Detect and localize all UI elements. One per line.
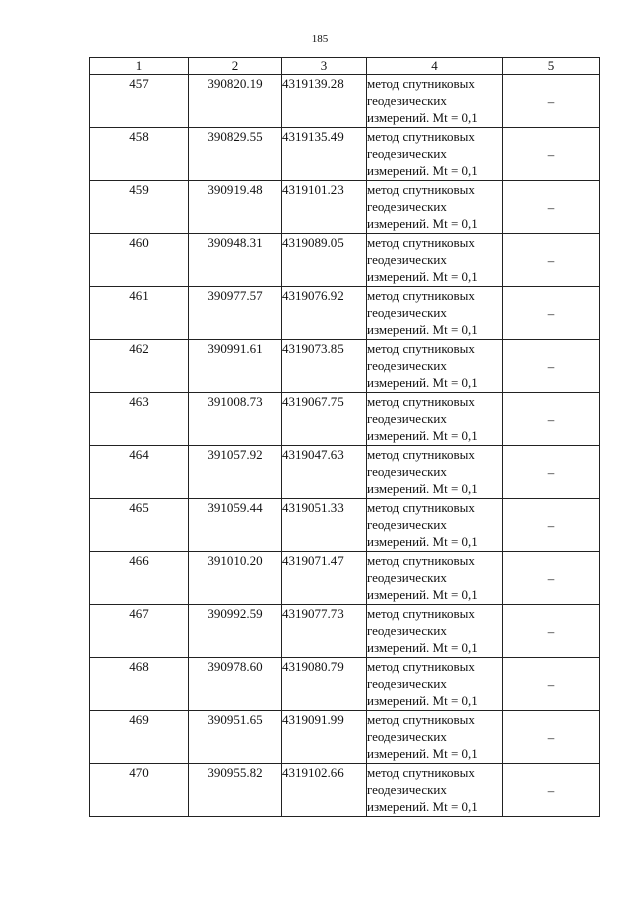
x-coordinate-cell: 391010.20 xyxy=(189,552,282,605)
table-row xyxy=(90,128,600,181)
y-coordinate-cell: 4319047.63 xyxy=(282,446,367,499)
method-line: измерений. Mt = 0,1 xyxy=(367,693,478,708)
method-line: измерений. Mt = 0,1 xyxy=(367,322,478,337)
method-line: геодезических xyxy=(367,517,447,532)
point-number-cell: 464 xyxy=(90,446,189,499)
table-row xyxy=(90,499,600,552)
method-line: измерений. Mt = 0,1 xyxy=(367,269,478,284)
method-line: измерений. Mt = 0,1 xyxy=(367,640,478,655)
point-number-cell: 459 xyxy=(90,181,189,234)
method-line: геодезических xyxy=(367,676,447,691)
x-coordinate-cell: 390919.48 xyxy=(189,181,282,234)
method-line: измерений. Mt = 0,1 xyxy=(367,163,478,178)
x-coordinate-cell: 390948.31 xyxy=(189,234,282,287)
table-row xyxy=(90,181,600,234)
x-coordinate-cell: 390977.57 xyxy=(189,287,282,340)
point-number-cell: 467 xyxy=(90,605,189,658)
method-cell xyxy=(367,75,503,128)
note-cell: – xyxy=(503,393,600,446)
point-number-cell: 465 xyxy=(90,499,189,552)
coordinates-table xyxy=(89,57,600,817)
method-cell xyxy=(367,393,503,446)
table-row xyxy=(90,234,600,287)
y-coordinate-cell: 4319091.99 xyxy=(282,711,367,764)
note-cell: – xyxy=(503,128,600,181)
column-header: 3 xyxy=(282,58,367,75)
method-line: метод спутниковых xyxy=(367,394,475,409)
y-coordinate-cell: 4319089.05 xyxy=(282,234,367,287)
table-row xyxy=(90,75,600,128)
point-number-cell: 469 xyxy=(90,711,189,764)
method-line: геодезических xyxy=(367,411,447,426)
table-row xyxy=(90,605,600,658)
note-cell: – xyxy=(503,446,600,499)
method-line: измерений. Mt = 0,1 xyxy=(367,746,478,761)
note-cell: – xyxy=(503,605,600,658)
y-coordinate-cell: 4319051.33 xyxy=(282,499,367,552)
note-cell: – xyxy=(503,764,600,817)
method-line: измерений. Mt = 0,1 xyxy=(367,481,478,496)
point-number-cell: 463 xyxy=(90,393,189,446)
method-line: метод спутниковых xyxy=(367,765,475,780)
x-coordinate-cell: 390978.60 xyxy=(189,658,282,711)
method-line: метод спутниковых xyxy=(367,129,475,144)
y-coordinate-cell: 4319073.85 xyxy=(282,340,367,393)
y-coordinate-cell: 4319102.66 xyxy=(282,764,367,817)
table-row xyxy=(90,287,600,340)
method-line: метод спутниковых xyxy=(367,76,475,91)
method-cell xyxy=(367,658,503,711)
method-line: измерений. Mt = 0,1 xyxy=(367,375,478,390)
note-cell: – xyxy=(503,75,600,128)
method-cell xyxy=(367,499,503,552)
method-line: измерений. Mt = 0,1 xyxy=(367,799,478,814)
method-cell xyxy=(367,234,503,287)
method-line: метод спутниковых xyxy=(367,288,475,303)
method-cell xyxy=(367,181,503,234)
method-line: измерений. Mt = 0,1 xyxy=(367,216,478,231)
method-line: метод спутниковых xyxy=(367,182,475,197)
method-line: геодезических xyxy=(367,464,447,479)
method-cell xyxy=(367,340,503,393)
point-number-cell: 462 xyxy=(90,340,189,393)
method-line: метод спутниковых xyxy=(367,500,475,515)
method-cell xyxy=(367,552,503,605)
table-row xyxy=(90,658,600,711)
method-line: геодезических xyxy=(367,623,447,638)
method-line: метод спутниковых xyxy=(367,235,475,250)
y-coordinate-cell: 4319135.49 xyxy=(282,128,367,181)
note-cell: – xyxy=(503,552,600,605)
method-cell xyxy=(367,446,503,499)
note-cell: – xyxy=(503,658,600,711)
method-line: геодезических xyxy=(367,729,447,744)
method-cell xyxy=(367,287,503,340)
x-coordinate-cell: 390829.55 xyxy=(189,128,282,181)
method-line: метод спутниковых xyxy=(367,606,475,621)
method-line: измерений. Mt = 0,1 xyxy=(367,534,478,549)
table-row xyxy=(90,393,600,446)
table-row xyxy=(90,446,600,499)
note-cell: – xyxy=(503,499,600,552)
note-cell: – xyxy=(503,711,600,764)
x-coordinate-cell: 391008.73 xyxy=(189,393,282,446)
y-coordinate-cell: 4319076.92 xyxy=(282,287,367,340)
table-body xyxy=(90,58,600,817)
point-number-cell: 468 xyxy=(90,658,189,711)
method-line: измерений. Mt = 0,1 xyxy=(367,428,478,443)
method-cell xyxy=(367,711,503,764)
note-cell: – xyxy=(503,340,600,393)
y-coordinate-cell: 4319101.23 xyxy=(282,181,367,234)
point-number-cell: 457 xyxy=(90,75,189,128)
y-coordinate-cell: 4319071.47 xyxy=(282,552,367,605)
note-cell: – xyxy=(503,181,600,234)
method-line: геодезических xyxy=(367,252,447,267)
point-number-cell: 461 xyxy=(90,287,189,340)
column-header: 1 xyxy=(90,58,189,75)
method-line: геодезических xyxy=(367,93,447,108)
method-line: геодезических xyxy=(367,782,447,797)
method-cell xyxy=(367,128,503,181)
table-row xyxy=(90,711,600,764)
column-header: 2 xyxy=(189,58,282,75)
method-line: метод спутниковых xyxy=(367,341,475,356)
method-line: метод спутниковых xyxy=(367,712,475,727)
table-header-row xyxy=(90,58,600,75)
method-line: геодезических xyxy=(367,358,447,373)
method-line: метод спутниковых xyxy=(367,553,475,568)
note-cell: – xyxy=(503,287,600,340)
method-line: геодезических xyxy=(367,146,447,161)
y-coordinate-cell: 4319077.73 xyxy=(282,605,367,658)
method-cell xyxy=(367,764,503,817)
method-line: метод спутниковых xyxy=(367,659,475,674)
method-line: геодезических xyxy=(367,199,447,214)
method-line: геодезических xyxy=(367,570,447,585)
method-line: измерений. Mt = 0,1 xyxy=(367,587,478,602)
point-number-cell: 470 xyxy=(90,764,189,817)
point-number-cell: 466 xyxy=(90,552,189,605)
page-number: 185 xyxy=(311,33,329,45)
y-coordinate-cell: 4319067.75 xyxy=(282,393,367,446)
x-coordinate-cell: 390951.65 xyxy=(189,711,282,764)
method-line: геодезических xyxy=(367,305,447,320)
y-coordinate-cell: 4319139.28 xyxy=(282,75,367,128)
x-coordinate-cell: 390991.61 xyxy=(189,340,282,393)
x-coordinate-cell: 391057.92 xyxy=(189,446,282,499)
table-row xyxy=(90,764,600,817)
x-coordinate-cell: 391059.44 xyxy=(189,499,282,552)
point-number-cell: 460 xyxy=(90,234,189,287)
method-line: метод спутниковых xyxy=(367,447,475,462)
method-line: измерений. Mt = 0,1 xyxy=(367,110,478,125)
y-coordinate-cell: 4319080.79 xyxy=(282,658,367,711)
column-header: 4 xyxy=(367,58,503,75)
table-row xyxy=(90,552,600,605)
method-cell xyxy=(367,605,503,658)
x-coordinate-cell: 390992.59 xyxy=(189,605,282,658)
column-header: 5 xyxy=(503,58,600,75)
x-coordinate-cell: 390820.19 xyxy=(189,75,282,128)
point-number-cell: 458 xyxy=(90,128,189,181)
note-cell: – xyxy=(503,234,600,287)
table-row xyxy=(90,340,600,393)
x-coordinate-cell: 390955.82 xyxy=(189,764,282,817)
